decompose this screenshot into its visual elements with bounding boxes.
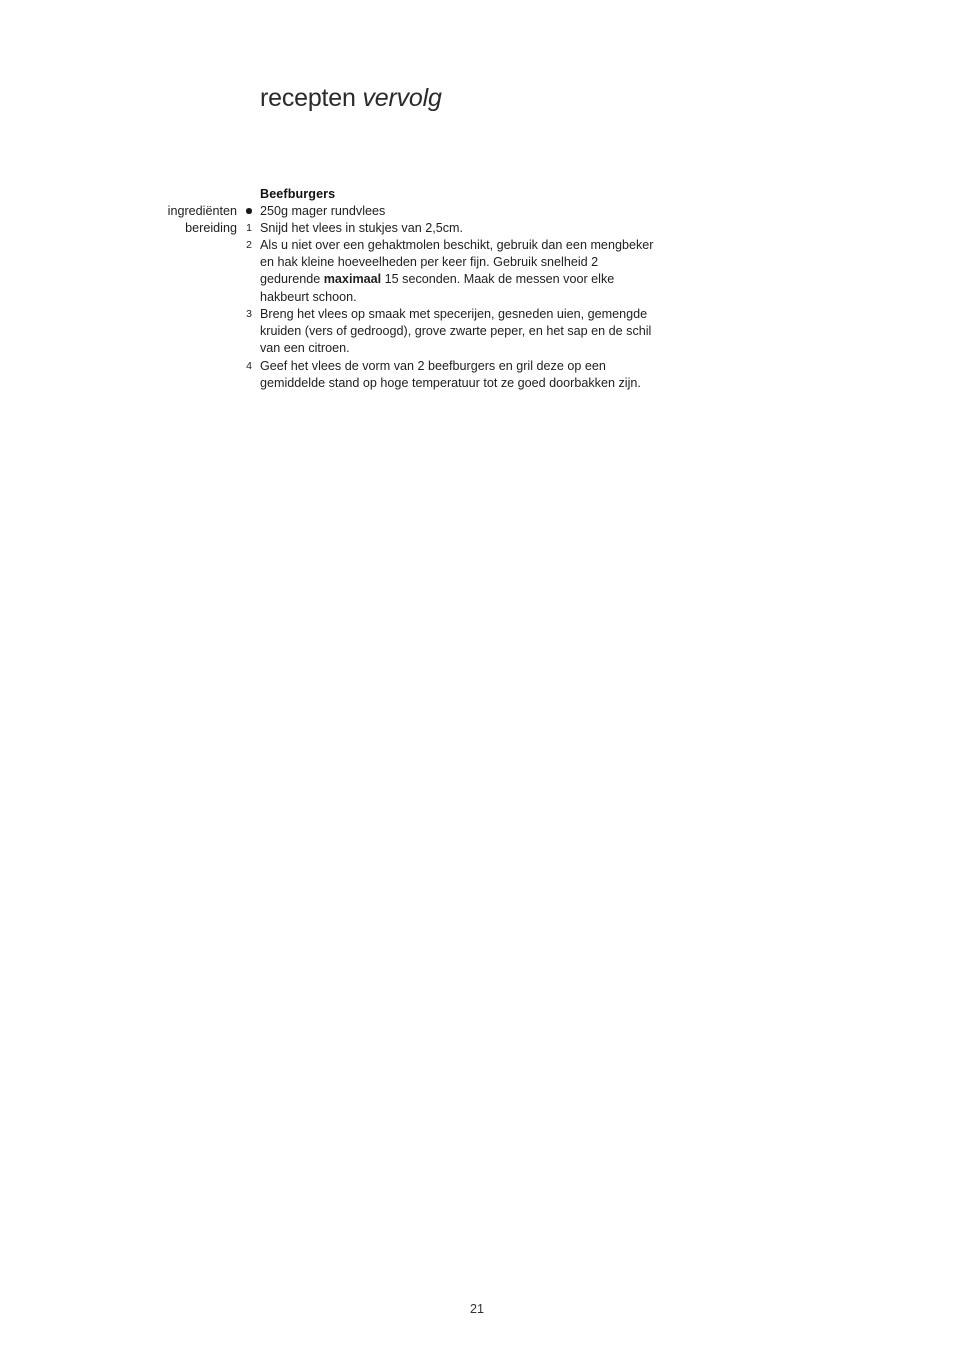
ingredients-label: ingrediënten <box>167 204 237 218</box>
step-line: en hak kleine hoeveelheden per keer fijn. Gebruik snelheid 2 <box>260 255 599 270</box>
page-title-sub: vervolg <box>362 84 442 112</box>
ingredient-item: 250g mager rundvlees <box>260 204 386 218</box>
step-line-part: 15 seconden. Maak de messen voor elke <box>381 272 615 287</box>
step-number: 4 <box>246 360 252 372</box>
step-text <box>260 237 692 306</box>
step-line: hakbeurt schoon. <box>260 289 357 304</box>
step-number: 3 <box>246 308 252 320</box>
recipe-name: Beefburgers <box>260 187 336 201</box>
steps-label: bereiding <box>185 221 237 235</box>
step-line: Geef het vlees de vorm van 2 beefburgers en gril deze op een <box>260 359 606 373</box>
page-number: 21 <box>469 1302 484 1316</box>
step-line <box>260 271 692 288</box>
step-number: 1 <box>246 222 252 234</box>
step-line-part: gedurende <box>260 272 324 287</box>
step-line: Breng het vlees op smaak met specerijen, gesneden uien, gemengde <box>260 307 648 321</box>
step-line: Als u niet over een gehaktmolen beschikt, gebruik dan een mengbeker <box>260 238 654 252</box>
step-text: Snijd het vlees in stukjes van 2,5cm. <box>260 221 464 235</box>
page-title-main: recepten <box>260 84 356 112</box>
step-line: gemiddelde stand op hoge temperatuur tot ze goed doorbakken zijn. <box>260 376 641 391</box>
bullet-icon <box>244 203 254 220</box>
step-line: van een citroen. <box>260 341 350 356</box>
step-line-emphasis: maximaal <box>323 272 382 287</box>
step-line: kruiden (vers of gedroogd), grove zwarte peper, en het sap en de schil <box>260 324 652 339</box>
page-title <box>260 84 442 113</box>
step-text <box>260 306 692 358</box>
step-text <box>260 358 692 392</box>
step-number: 2 <box>246 239 252 251</box>
